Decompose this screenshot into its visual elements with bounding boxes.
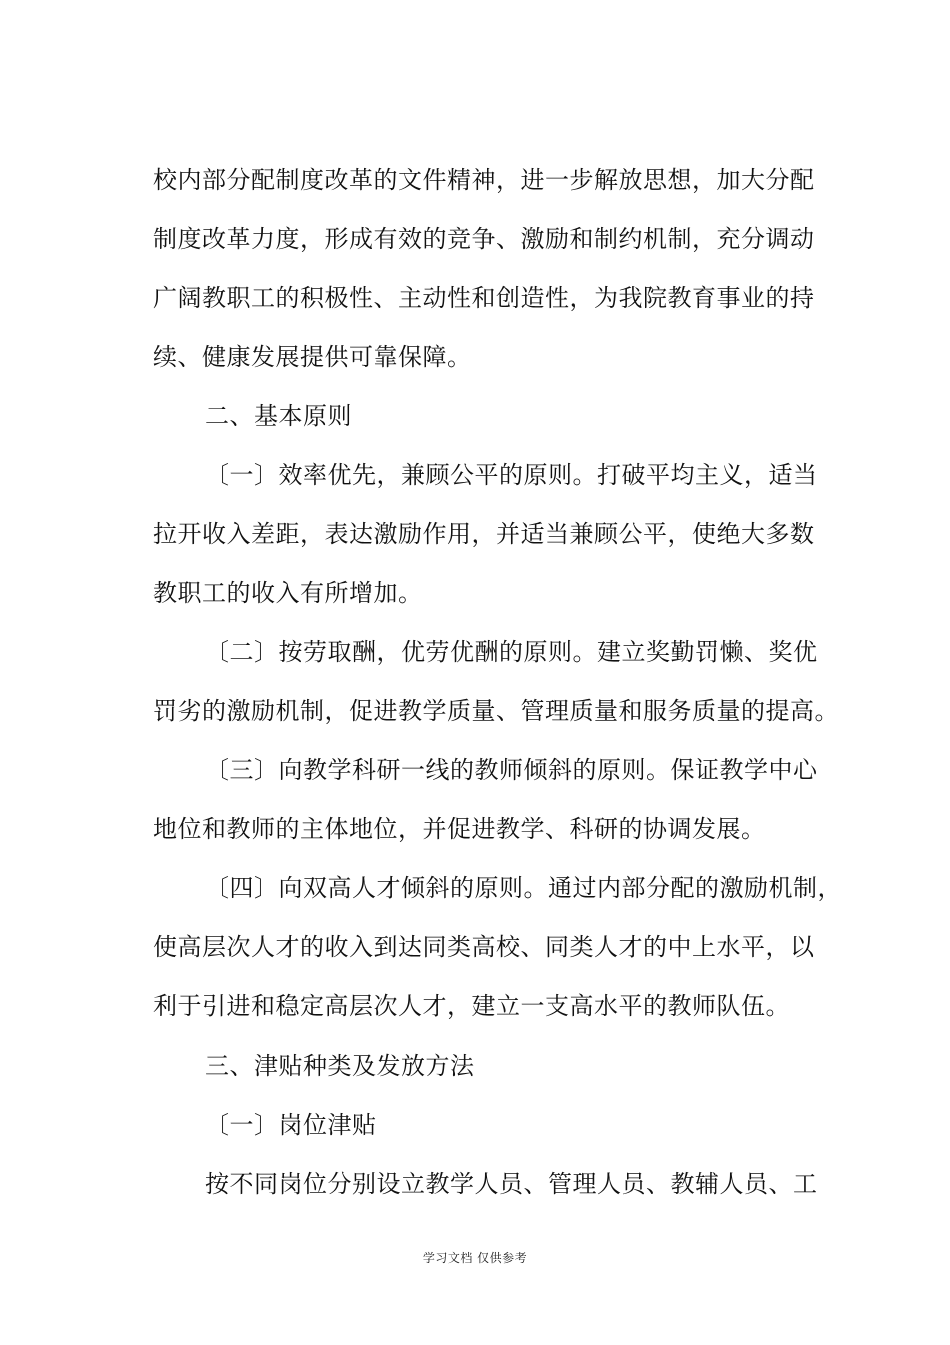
section-heading-basic-principles: 二、基本原则	[205, 402, 352, 430]
body-line-9: 〔二〕按劳取酬，优劳优酬的原则。建立奖勤罚懒、奖优	[205, 638, 818, 666]
body-line-13: 〔四〕向双高人才倾斜的原则。通过内部分配的激励机制，	[205, 874, 842, 902]
body-line-7: 拉开收入差距，表达激励作用，并适当兼顾公平，使绝大多数	[153, 520, 815, 548]
body-line-4: 续、健康发展提供可靠保障。	[153, 343, 472, 371]
body-line-10: 罚劣的激励机制，促进教学质量、管理质量和服务质量的提高。	[153, 697, 839, 725]
body-line-1: 校内部分配制度改革的文件精神，进一步解放思想，加大分配	[153, 166, 815, 194]
body-line-12: 地位和教师的主体地位，并促进教学、科研的协调发展。	[153, 815, 766, 843]
body-line-14: 使高层次人才的收入到达同类高校、同类人才的中上水平，以	[153, 933, 815, 961]
subsection-heading-post-allowance: 〔一〕岗位津贴	[205, 1111, 377, 1139]
section-heading-allowance-types: 三、津贴种类及发放方法	[205, 1052, 475, 1080]
body-line-3: 广阔教职工的积极性、主动性和创造性，为我院教育事业的持	[153, 284, 815, 312]
page-footer: 学习文档 仅供参考	[422, 1251, 528, 1265]
body-line-8: 教职工的收入有所增加。	[153, 579, 423, 607]
body-line-2: 制度改革力度，形成有效的竞争、激励和制约机制，充分调动	[153, 225, 815, 253]
body-line-6: 〔一〕效率优先，兼顾公平的原则。打破平均主义，适当	[205, 461, 818, 489]
body-line-15: 利于引进和稳定高层次人才，建立一支高水平的教师队伍。	[153, 992, 790, 1020]
body-line-18: 按不同岗位分别设立教学人员、管理人员、教辅人员、工	[205, 1170, 818, 1198]
body-line-11: 〔三〕向教学科研一线的教师倾斜的原则。保证教学中心	[205, 756, 818, 784]
